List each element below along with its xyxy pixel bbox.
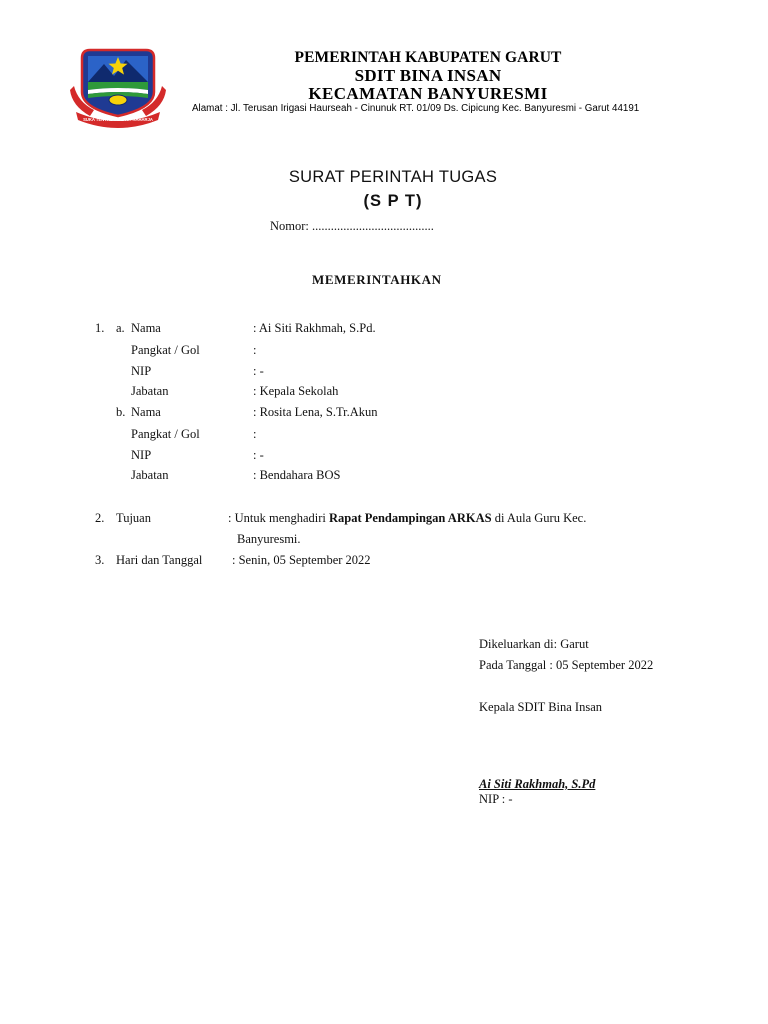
letter-title: SURAT PERINTAH TUGAS: [288, 168, 498, 186]
tujuan-suffix: di Aula Guru Kec.: [491, 511, 587, 525]
signer-name: Ai Siti Rakhmah, S.Pd: [479, 777, 596, 791]
item-number-3: 3.: [95, 553, 105, 567]
signer-position: Kepala SDIT Bina Insan: [479, 700, 603, 714]
person-b-letter: b.: [116, 405, 126, 419]
person-b-pangkat-label: Pangkat / Gol: [131, 427, 200, 441]
person-b-jabatan-label: Jabatan: [131, 468, 169, 482]
person-b-jabatan-value: : Bendahara BOS: [253, 468, 341, 482]
issued-place: Dikeluarkan di: Garut: [479, 637, 589, 651]
tujuan-prefix: : Untuk menghadiri: [228, 511, 330, 525]
item-number-2: 2.: [95, 511, 105, 525]
letter-subtitle: (S P T): [363, 192, 423, 210]
tujuan-event: Rapat Pendampingan ARKAS: [329, 511, 492, 525]
person-b-nama-value: : Rosita Lena, S.Tr.Akun: [253, 405, 378, 419]
person-a-nip-value: : -: [253, 364, 264, 378]
person-b-nip-label: NIP: [131, 448, 152, 462]
person-a-pangkat-value: :: [253, 343, 257, 357]
person-a-letter: a.: [116, 321, 125, 335]
nomor-dots: .......................................: [312, 219, 434, 233]
letter-number: [270, 219, 434, 234]
header-address: Alamat : Jl. Terusan Irigasi Haurseah - Cinunuk RT. 01/09 Ds. Cipicung Kec. Banyuresmi - Garut 44191: [192, 103, 640, 114]
person-a-nama-value: : Ai Siti Rakhmah, S.Pd.: [253, 321, 376, 335]
header-school: SDIT BINA INSAN: [354, 66, 502, 85]
person-b-nama-label: Nama: [131, 405, 161, 419]
issued-date: Pada Tanggal : 05 September 2022: [479, 658, 654, 672]
person-b-pangkat-value: :: [253, 427, 257, 441]
tujuan-line2: Banyuresmi.: [237, 532, 301, 546]
header-government: PEMERINTAH KABUPATEN GARUT: [294, 49, 562, 66]
person-a-nama-label: Nama: [131, 321, 161, 335]
hari-value: : Senin, 05 September 2022: [232, 553, 371, 567]
person-a-nip-label: NIP: [131, 364, 152, 378]
section-heading: MEMERINTAHKAN: [312, 272, 442, 287]
header-district: KECAMATAN BANYURESMI: [308, 84, 548, 103]
logo-ribbon-text: SUKA TENTREM KERTA RAHARJA: [83, 117, 153, 122]
item-number-1: 1.: [95, 321, 105, 335]
hari-label: Hari dan Tanggal: [116, 553, 203, 567]
nomor-label: Nomor:: [270, 219, 309, 233]
garut-emblem-logo: [68, 46, 168, 128]
person-a-pangkat-label: Pangkat / Gol: [131, 343, 200, 357]
person-a-jabatan-value: : Kepala Sekolah: [253, 384, 339, 398]
person-b-nip-value: : -: [253, 448, 264, 462]
tujuan-value: [228, 510, 586, 526]
tujuan-label: Tujuan: [116, 511, 151, 525]
signer-nip: NIP : -: [479, 792, 513, 806]
person-a-jabatan-label: Jabatan: [131, 384, 169, 398]
